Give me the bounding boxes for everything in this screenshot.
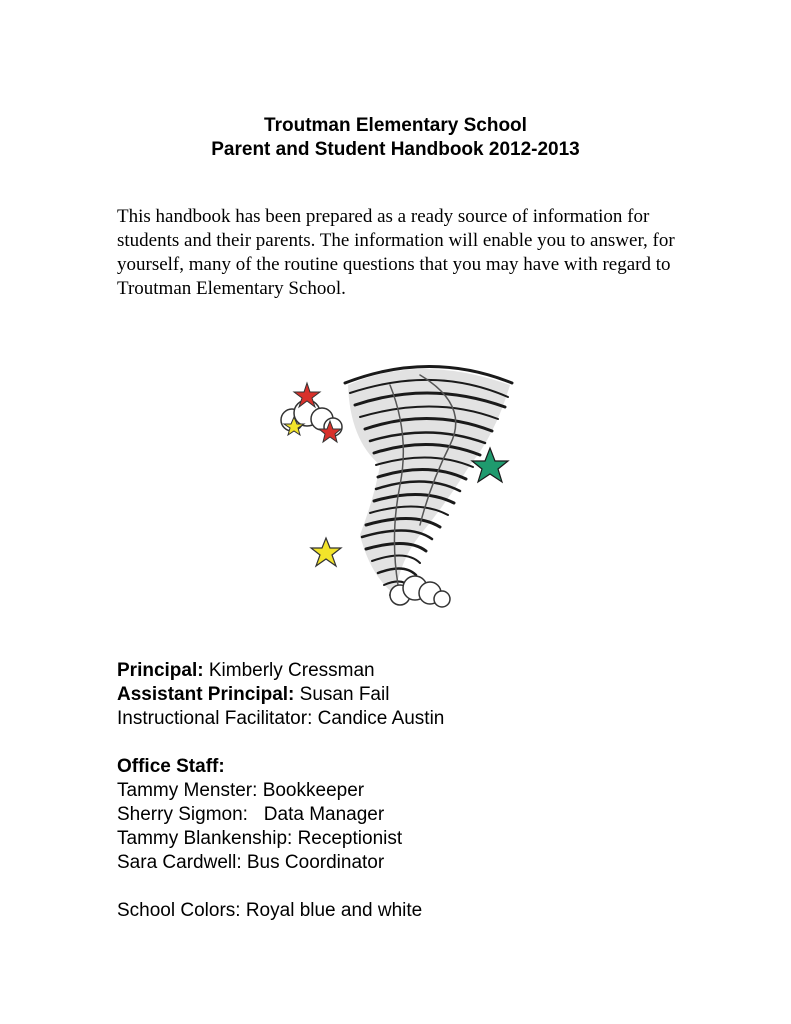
intro-paragraph: This handbook has been prepared as a ready source of information for students and their parents. The information will enable you to answer, for yourself, many of the routine questions that you may have with regard to Troutman Elementary School. xyxy=(117,206,675,299)
office-staff-heading: Office Staff: xyxy=(117,756,225,777)
staff-directory xyxy=(117,659,677,923)
principal-name: Kimberly Cressman xyxy=(208,660,375,681)
assistant-principal-name: Susan Fail xyxy=(299,684,390,705)
assistant-principal-line xyxy=(117,683,677,707)
tornado-mascot-icon xyxy=(270,345,530,620)
handbook-title: Parent and Student Handbook 2012-2013 xyxy=(211,139,580,160)
staff-member: Tammy Menster: Bookkeeper xyxy=(117,780,365,801)
staff-member: Tammy Blankenship: Receptionist xyxy=(117,828,403,849)
principal-line xyxy=(117,659,677,683)
staff-member: Sherry Sigmon: Data Manager xyxy=(117,804,385,825)
facilitator-line: Instructional Facilitator: Candice Austin xyxy=(117,708,445,729)
school-name: Troutman Elementary School xyxy=(264,115,527,136)
assistant-principal-label: Assistant Principal: xyxy=(117,684,295,705)
title-block xyxy=(0,114,791,162)
staff-member: Sara Cardwell: Bus Coordinator xyxy=(117,852,385,873)
principal-label: Principal: xyxy=(117,660,204,681)
school-colors-line: School Colors: Royal blue and white xyxy=(117,900,423,921)
